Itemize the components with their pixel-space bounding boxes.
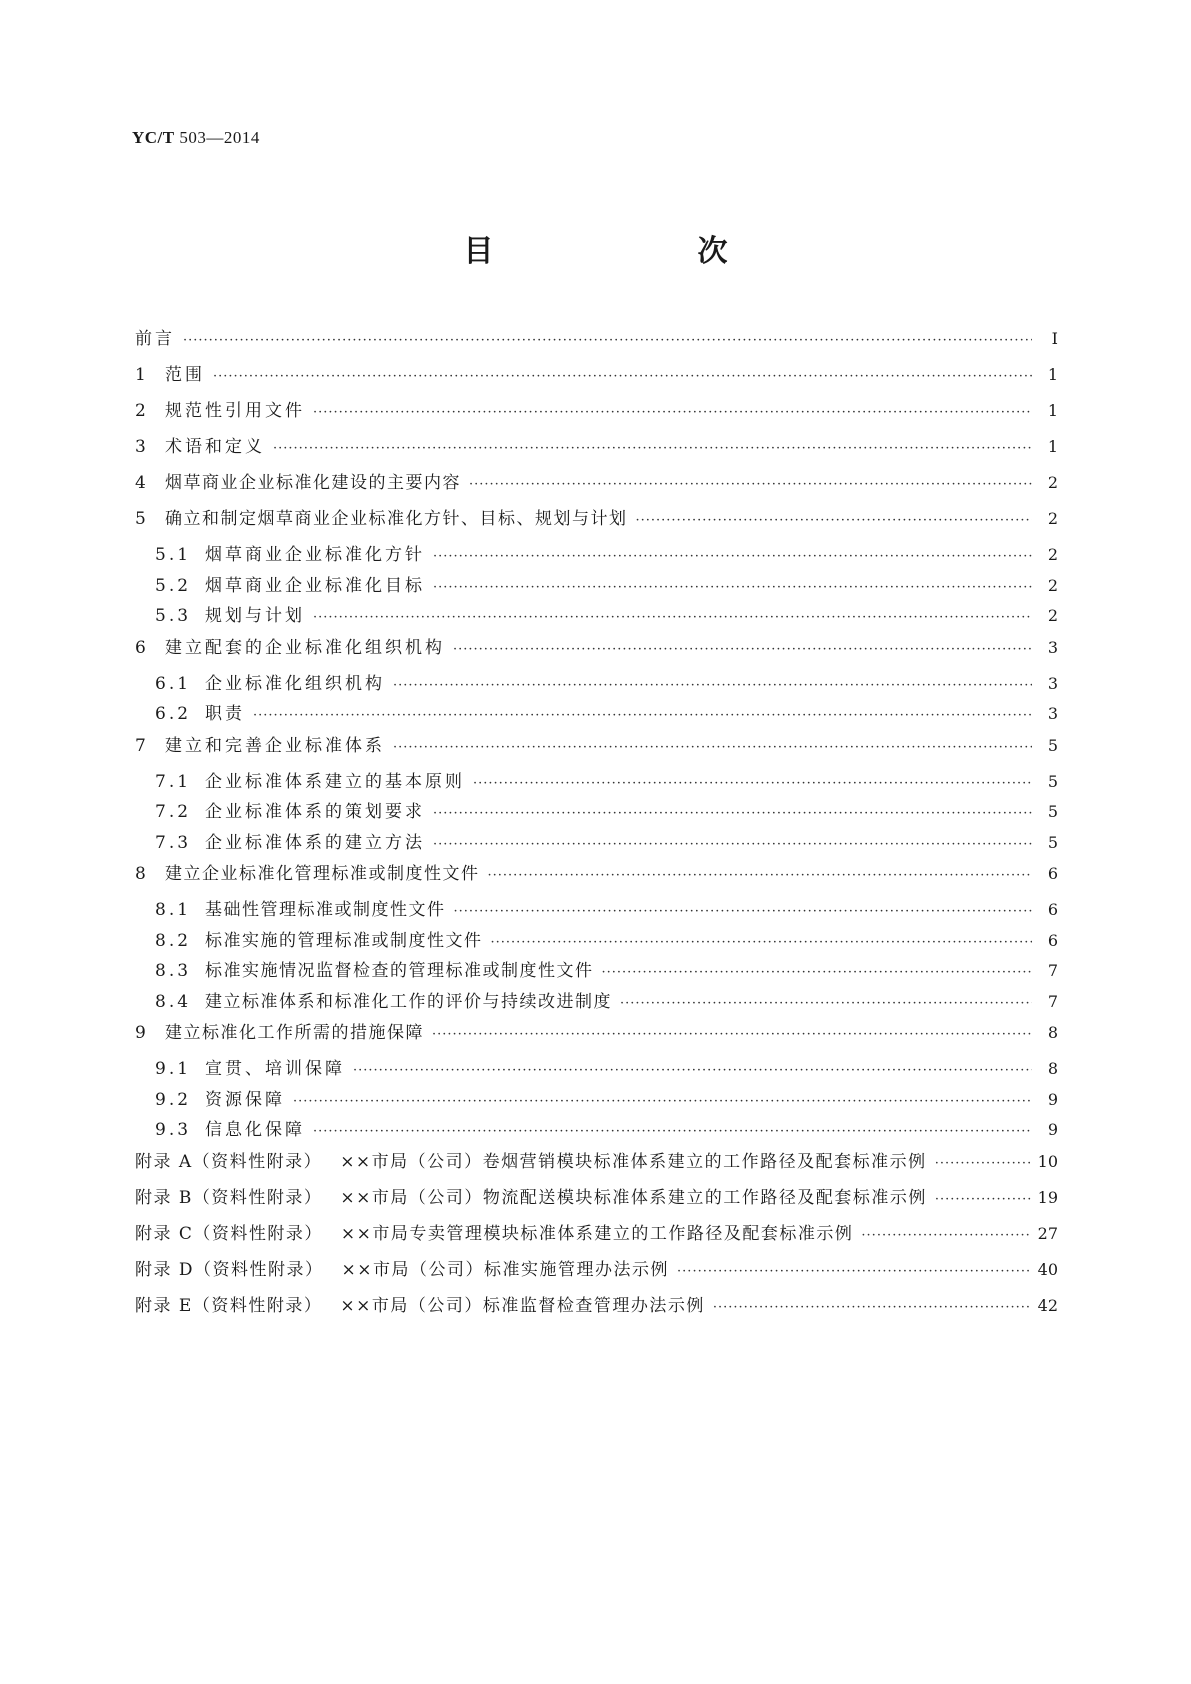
dot-leader: [313, 1124, 1032, 1139]
toc-entry-title: 信息化保障: [205, 1120, 305, 1140]
appendix-title: ××市局（公司）卷烟营销模块标准体系建立的工作路径及配套标准示例: [340, 1151, 927, 1172]
appendix-title: ××市局（公司）标准监督检查管理办法示例: [340, 1295, 705, 1316]
toc-subentry[interactable]: [135, 1054, 1058, 1086]
toc-entry[interactable]: [135, 396, 1058, 432]
toc-entry-title: 企业标准化组织机构: [205, 673, 385, 694]
toc-entry-page: 2: [1047, 473, 1058, 492]
dot-leader: [213, 369, 1032, 384]
toc-entry-title: 企业标准体系的策划要求: [205, 802, 425, 822]
toc-entry-page: 3: [1047, 673, 1058, 693]
toc-entry-title: 建立配套的企业标准化组织机构: [165, 637, 445, 658]
standard-number: 503—2014: [174, 128, 260, 147]
dot-leader: [393, 740, 1032, 755]
toc-entry-number: 6.2: [155, 704, 192, 724]
toc-entry[interactable]: [135, 468, 1058, 504]
appendix-page: 10: [1037, 1151, 1058, 1171]
dot-leader: [313, 405, 1032, 420]
toc-entry[interactable]: [135, 504, 1058, 540]
toc-entry-page: 8: [1047, 1023, 1058, 1042]
appendix-label: 附录 C（资料性附录）: [135, 1223, 323, 1244]
toc-entry-number: 5: [135, 509, 147, 529]
toc-entry-title: 资源保障: [205, 1089, 285, 1110]
toc-entry-number: 7.1: [155, 771, 192, 792]
dot-leader: [935, 1192, 1032, 1207]
toc-entry-page: 1: [1047, 365, 1058, 384]
toc-entry-page: 5: [1047, 832, 1058, 852]
toc-entry-page: 9: [1047, 1120, 1058, 1139]
toc-entry-title: 职责: [205, 704, 245, 724]
toc-subentry[interactable]: [135, 828, 1058, 860]
toc-entry-title: 标准实施的管理标准或制度性文件: [205, 930, 483, 951]
toc-entry[interactable]: [135, 360, 1058, 396]
toc-entry-page: 5: [1047, 802, 1058, 821]
toc-entry-number: 3: [135, 437, 147, 457]
dot-leader: [353, 1063, 1032, 1078]
toc-entry-title: 宣贯、培训保障: [205, 1059, 345, 1079]
toc-entry-number: 7.2: [155, 802, 192, 822]
toc-entry-page: 7: [1047, 991, 1058, 1011]
appendix-title: ××市局（公司）标准实施管理办法示例: [341, 1259, 670, 1280]
toc-entry-title: 烟草商业企业标准化建设的主要内容: [165, 473, 461, 493]
toc-entry-title: 建立标准化工作所需的措施保障: [165, 1023, 424, 1043]
dot-leader: [473, 776, 1032, 791]
toc-entry-number: 5.2: [155, 575, 192, 596]
appendix-label: 附录 A（资料性附录）: [135, 1151, 323, 1172]
toc-entry-page: 3: [1047, 637, 1058, 657]
appendix-label: 附录 E（资料性附录）: [135, 1295, 323, 1316]
toc-entry-title: 建立企业标准化管理标准或制度性文件: [165, 864, 480, 884]
toc-entry-number: 2: [135, 401, 147, 421]
dot-leader: [313, 610, 1032, 625]
appendix-label: 附录 B（资料性附录）: [135, 1187, 323, 1208]
table-of-contents: [135, 324, 1058, 1327]
toc-entry-title: 规划与计划: [205, 606, 305, 626]
dot-leader: [293, 1094, 1032, 1109]
toc-entry-number: 8: [135, 864, 147, 884]
toc-appendix-d[interactable]: [135, 1255, 1058, 1291]
toc-entry-title: 范围: [165, 365, 205, 385]
dot-leader: [713, 1300, 1032, 1315]
toc-entry-page: 3: [1047, 704, 1058, 723]
toc-entry[interactable]: [135, 633, 1058, 669]
toc-entry-title: 确立和制定烟草商业企业标准化方针、目标、规划与计划: [165, 509, 628, 529]
toc-entry-page: 6: [1047, 864, 1058, 883]
toc-entry-page: 2: [1047, 509, 1058, 528]
dot-leader: [433, 580, 1032, 595]
toc-entry-title: 前言: [135, 329, 175, 349]
toc-entry-title: 建立和完善企业标准体系: [165, 735, 385, 756]
toc-entry-number: 7.3: [155, 832, 192, 853]
toc-subentry[interactable]: [135, 926, 1058, 958]
toc-subentry[interactable]: [135, 1115, 1058, 1147]
dot-leader: [636, 513, 1033, 528]
dot-leader: [935, 1156, 1032, 1171]
toc-subentry[interactable]: [135, 540, 1058, 572]
appendix-page: 40: [1037, 1259, 1058, 1279]
dot-leader: [861, 1228, 1031, 1243]
toc-entry[interactable]: [135, 859, 1058, 895]
toc-subentry[interactable]: [135, 797, 1058, 829]
toc-appendix-c[interactable]: [135, 1219, 1058, 1255]
toc-subentry[interactable]: [135, 987, 1058, 1019]
toc-entry-title: 术语和定义: [165, 437, 265, 457]
toc-entry-title: 规范性引用文件: [165, 401, 305, 421]
toc-entry-page: 2: [1047, 575, 1058, 595]
dot-leader: [454, 904, 1033, 919]
toc-entry-page: 1: [1047, 401, 1058, 420]
document-code: [132, 128, 260, 148]
toc-entry-title: 企业标准体系建立的基本原则: [205, 771, 465, 792]
dot-leader: [393, 678, 1032, 693]
dot-leader: [469, 477, 1032, 492]
appendix-title: ××市局专卖管理模块标准体系建立的工作路径及配套标准示例: [340, 1223, 854, 1244]
toc-subentry[interactable]: [135, 601, 1058, 633]
toc-entry-page: 5: [1047, 771, 1058, 791]
standard-prefix: YC/T: [132, 128, 175, 147]
toc-entry-number: 5.3: [155, 606, 192, 626]
toc-entry[interactable]: [135, 731, 1058, 767]
dot-leader: [488, 868, 1033, 883]
appendix-page: 27: [1037, 1223, 1058, 1243]
dot-leader: [433, 549, 1032, 564]
toc-entry-title: 烟草商业企业标准化方针: [205, 545, 425, 565]
toc-entry-page: 5: [1047, 735, 1058, 755]
toc-entry-number: 8.3: [155, 961, 192, 981]
toc-entry-number: 6.1: [155, 673, 192, 694]
dot-leader: [253, 708, 1032, 723]
appendix-label: 附录 D（资料性附录）: [135, 1259, 324, 1280]
toc-entry-page: 2: [1047, 606, 1058, 625]
toc-entry[interactable]: [135, 1018, 1058, 1054]
toc-entry[interactable]: [135, 432, 1058, 468]
toc-entry-page: 6: [1047, 930, 1058, 950]
toc-entry-title: 标准实施情况监督检查的管理标准或制度性文件: [205, 961, 594, 981]
toc-entry-number: 8.2: [155, 930, 192, 951]
toc-subentry[interactable]: [135, 571, 1058, 603]
toc-subentry[interactable]: [135, 699, 1058, 731]
dot-leader: [433, 806, 1032, 821]
toc-entry-number: 9.3: [155, 1120, 192, 1140]
toc-entry-page: 9: [1047, 1089, 1058, 1109]
toc-entry-number: 8.4: [155, 991, 192, 1012]
toc-entry-title: 基础性管理标准或制度性文件: [205, 900, 446, 920]
toc-entry-number: 8.1: [155, 900, 192, 920]
toc-title: 目 次: [463, 234, 776, 269]
toc-subentry[interactable]: [135, 1085, 1058, 1117]
toc-entry-page: 7: [1047, 961, 1058, 980]
toc-entry-page: Ⅰ: [1051, 329, 1058, 348]
toc-appendix-a[interactable]: [135, 1147, 1058, 1183]
toc-entry-page: 6: [1047, 900, 1058, 919]
dot-leader: [677, 1264, 1032, 1279]
dot-leader: [453, 642, 1032, 657]
toc-entry-title: 建立标准体系和标准化工作的评价与持续改进制度: [205, 991, 612, 1012]
toc-entry-number: 5.1: [155, 545, 192, 565]
toc-subentry[interactable]: [135, 767, 1058, 799]
toc-appendix-b[interactable]: [135, 1183, 1058, 1219]
toc-entry-number: 9.2: [155, 1089, 192, 1110]
toc-appendix-e[interactable]: [135, 1291, 1058, 1327]
toc-subentry[interactable]: [135, 669, 1058, 701]
toc-entry-page: 8: [1047, 1059, 1058, 1078]
toc-entry-number: 9.1: [155, 1059, 192, 1079]
appendix-page: 19: [1037, 1187, 1058, 1207]
dot-leader: [620, 996, 1032, 1011]
dot-leader: [602, 965, 1033, 980]
toc-entry-number: 1: [135, 365, 147, 385]
toc-entry-number: 7: [135, 735, 147, 756]
dot-leader: [491, 935, 1033, 950]
toc-entry-page: 2: [1047, 545, 1058, 564]
toc-entry-number: 6: [135, 637, 147, 658]
toc-entry-page: 1: [1047, 437, 1058, 456]
dot-leader: [183, 333, 1032, 348]
toc-entry-title: 企业标准体系的建立方法: [205, 832, 425, 853]
dot-leader: [273, 441, 1032, 456]
toc-entry-title: 烟草商业企业标准化目标: [205, 575, 425, 596]
toc-entry[interactable]: [135, 324, 1058, 360]
toc-subentry[interactable]: [135, 956, 1058, 988]
dot-leader: [432, 1027, 1032, 1042]
toc-entry-number: 4: [135, 473, 147, 493]
dot-leader: [433, 837, 1032, 852]
toc-entry-number: 9: [135, 1023, 147, 1043]
appendix-page: 42: [1037, 1295, 1058, 1315]
toc-subentry[interactable]: [135, 895, 1058, 927]
appendix-title: ××市局（公司）物流配送模块标准体系建立的工作路径及配套标准示例: [340, 1187, 927, 1208]
